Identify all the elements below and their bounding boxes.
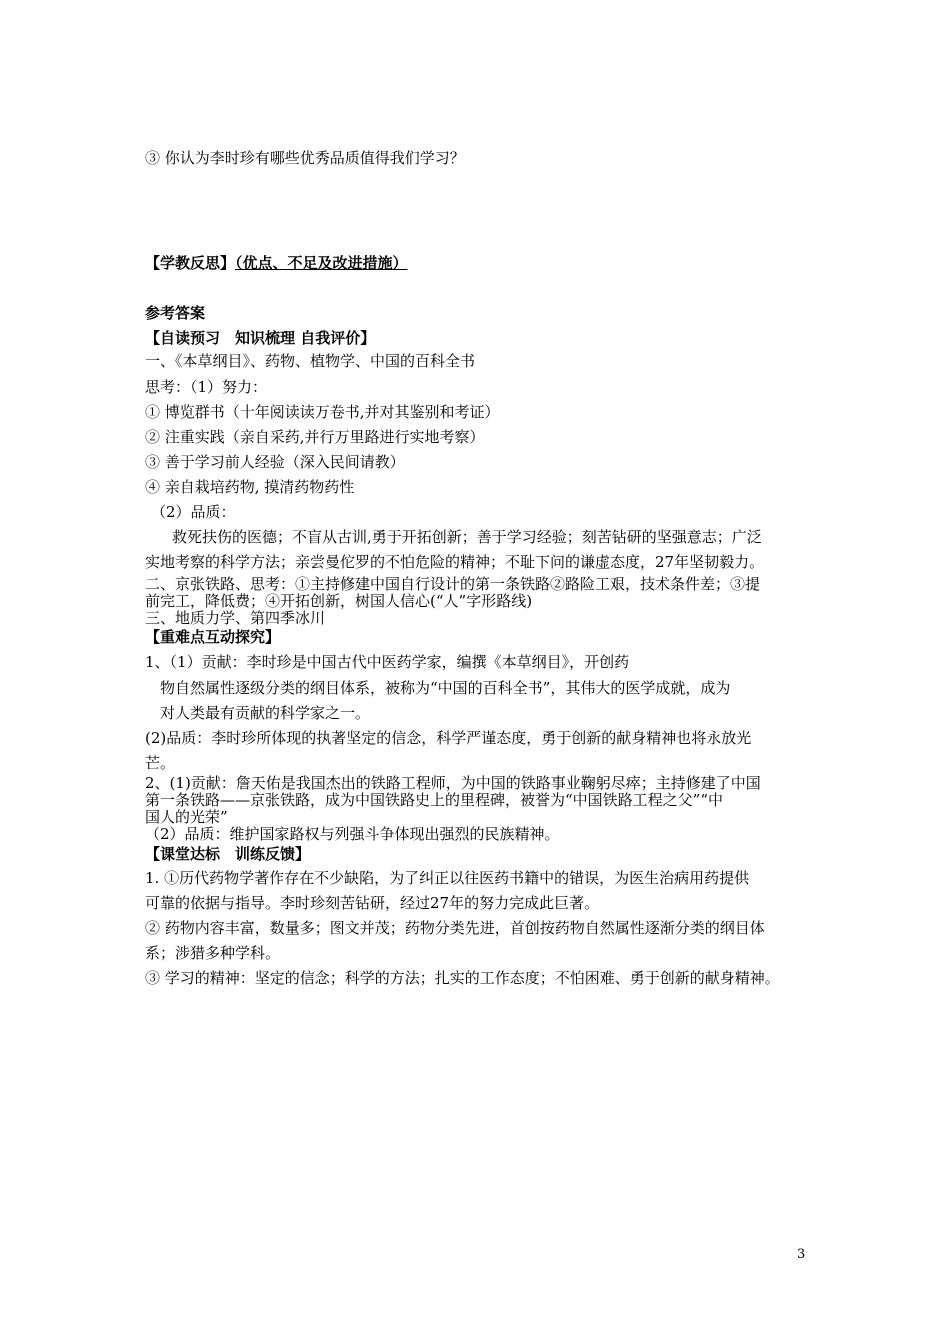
s1-line: 一、《本草纲目》、药物、植物学、中国的百科全书 xyxy=(145,352,476,370)
s1-line: 三、地质力学、第四季冰川 xyxy=(145,609,326,627)
page-number: 3 xyxy=(797,1247,806,1262)
s1-line: 实地考察的科学方法；亲尝曼佗罗的不怕危险的精神；不耻下问的谦虚态度，27年坚韧毅力。 xyxy=(145,553,765,571)
s1-line: ① 博览群书（十年阅读读万卷书,并对其鉴别和考证） xyxy=(145,403,500,421)
s1-line: 二、京张铁路、思考：①主持修建中国自行设计的第一条铁路②路险工艰，技术条件差；③提 xyxy=(145,575,761,593)
s2-line: 国人的光荣” xyxy=(145,808,228,826)
s2-line: (2)品质：李时珍所体现的执著坚定的信念，科学严谨态度，勇于创新的献身精神也将永放光 xyxy=(145,729,752,747)
s1-line: 前完工，降低费；④开拓创新，树国人信心(“人”字形路线) xyxy=(145,592,533,610)
s2-line: 芒。 xyxy=(145,754,176,772)
s3-line: 1. ①历代药物学著作存在不少缺陷，为了纠正以往医药书籍中的错误，为医生治病用药提供 xyxy=(145,869,750,887)
s3-line: 可靠的依据与指导。李时珍刻苦钻研，经过27年的努力完成此巨著。 xyxy=(145,894,600,912)
section2-title: 【重难点互动探究】 xyxy=(145,628,281,646)
answers-title: 参考答案 xyxy=(145,304,206,322)
s1-line: ② 注重实践（亲自采药,并行万里路进行实地考察） xyxy=(145,428,485,446)
s1-line: ③ 善于学习前人经验（深入民间请教） xyxy=(145,453,405,471)
s1-line: 救死扶伤的医德；不盲从古训,勇于开拓创新；善于学习经验；刻苦钻研的坚强意志；广泛 xyxy=(172,528,762,546)
reflection-heading xyxy=(145,253,408,273)
section1-title: 【自读预习 知识梳理 自我评价】 xyxy=(145,329,376,347)
s1-line: 思考：（1）努力： xyxy=(145,378,268,396)
reflection-note: （优点、不足及改进措施） xyxy=(235,254,408,272)
s1-line: ④ 亲自栽培药物, 摸清药物药性 xyxy=(145,478,355,496)
s2-line: 物自然属性逐级分类的纲目体系，被称为“中国的百科全书”，其伟大的医学成就，成为 xyxy=(160,679,731,697)
section3-title: 【课堂达标 训练反馈】 xyxy=(145,845,311,863)
s2-line: 2、(1)贡献：詹天佑是我国杰出的铁路工程师，为中国的铁路事业鞠躬尽瘁；主持修建了中国 xyxy=(145,774,761,792)
s1-line: （2）品质： xyxy=(151,503,236,521)
s2-line: （2）品质：维护国家路权与列强斗争体现出强烈的民族精神。 xyxy=(145,825,560,843)
reflection-title: 【学教反思】 xyxy=(145,254,236,272)
s2-line: 第一条铁路——京张铁路，成为中国铁路史上的里程碑，被誉为“中国铁路工程之父”“中 xyxy=(145,791,724,809)
s2-line: 1、（1）贡献：李时珍是中国古代中医药学家，编撰《本草纲目》，开创药 xyxy=(145,653,630,671)
s3-line: ② 药物内容丰富，数量多；图文并茂；药物分类先进，首创按药物自然属性逐渐分类的纲目体 xyxy=(145,919,765,937)
s3-line: ③ 学习的精神：坚定的信念；科学的方法；扎实的工作态度；不怕困难、勇于创新的献身精神。 xyxy=(145,969,780,987)
question-3: ③ 你认为李时珍有哪些优秀品质值得我们学习？ xyxy=(145,149,465,167)
s2-line: 对人类最有贡献的科学家之一。 xyxy=(160,704,371,722)
s3-line: 系；涉猎多种学科。 xyxy=(145,944,281,962)
